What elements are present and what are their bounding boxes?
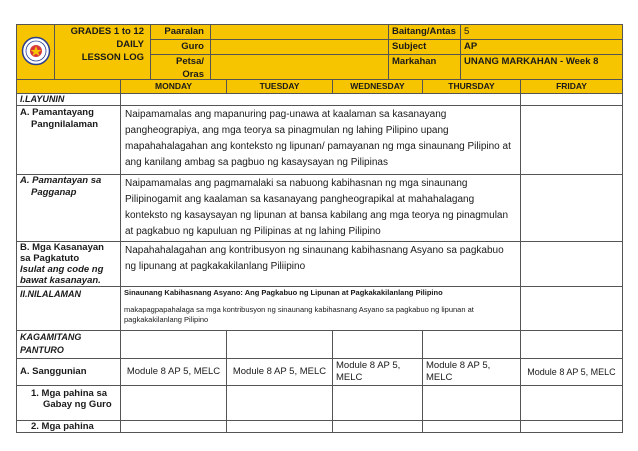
day-header-blank: [17, 80, 121, 94]
pahina-mon[interactable]: [121, 421, 227, 433]
sanggunian-wed[interactable]: Module 8 AP 5, MELC: [333, 359, 423, 386]
gabay-label: 1. Mga pahina sa Gabay ng Guro: [17, 386, 121, 421]
pamantayang-text[interactable]: Naipamamalas ang mapanuring pag-unawa at kaalaman sa kasanayang pangheograpiya, ang mga teorya sa pinagmulan ng lahing Pilipino upang mapahahalagahan ang konteksto ng lipunan/ pamayanan ng mga sinaunang Pilipino at ang kanilang ambag sa pagbuo ng kasaysayan ng Pilipinas: [121, 106, 521, 175]
pagganap-friday-cell[interactable]: [521, 175, 623, 242]
sanggunian-tue[interactable]: Module 8 AP 5, MELC: [227, 359, 333, 386]
day-thursday: THURSDAY: [423, 80, 521, 94]
grade-line-3: LESSON LOG: [81, 52, 144, 63]
markahan-label: Markahan: [389, 55, 461, 82]
lesson-log-title: [55, 25, 151, 82]
nilalaman-title: Sinaunang Kabihasnang Asyano: Ang Pagkabuo ng Lipunan at Pagkakakilanlang Pilipino: [124, 288, 443, 297]
pamantayang-row: [17, 106, 623, 175]
deped-seal: [17, 25, 55, 82]
pahina-row: [17, 421, 623, 433]
kasanayan-text[interactable]: Napahahalagahan ang kontribusyon ng sinaunang kabihasnang Asyano sa pagkabuo ng lipunang at pagkakakilanlang Piliipino: [121, 242, 521, 287]
grade-line-2: DAILY: [116, 39, 144, 50]
lesson-log-table: [16, 79, 623, 433]
markahan-value[interactable]: UNANG MARKAHAN - Week 8: [461, 55, 623, 82]
sanggunian-label: A. Sanggunian: [17, 359, 121, 386]
day-monday: MONDAY: [121, 80, 227, 94]
deped-seal-icon: [21, 36, 51, 66]
nilalaman-row: [17, 287, 623, 331]
sanggunian-row: [17, 359, 623, 386]
kasanayan-row: [17, 242, 623, 287]
sanggunian-thu[interactable]: Module 8 AP 5, MELC: [423, 359, 521, 386]
pahina-thu[interactable]: [423, 421, 521, 433]
guro-value[interactable]: [211, 40, 389, 55]
grade-line-1: GRADES 1 to 12: [70, 26, 144, 37]
nilalaman-cell[interactable]: [121, 287, 521, 331]
gabay-row: [17, 386, 623, 421]
pahina-label: 2. Mga pahina: [17, 421, 121, 433]
day-header-row: [17, 80, 623, 94]
paaralan-value[interactable]: [211, 25, 389, 40]
baitang-label: Baitang/Antas: [389, 25, 461, 40]
nilalaman-text: makapagpapahalaga sa mga kontribusyon ng sinaunang kabihasnang Asyano sa pagkabuo ng lipunan at pagkakakilanlang Pilipino: [124, 305, 474, 324]
pamantayang-friday-cell[interactable]: [521, 106, 623, 175]
pahina-wed[interactable]: [333, 421, 423, 433]
kasanayan-label-note: Isulat ang code ng bawat kasanayan.: [20, 264, 104, 286]
layunin-friday-cell[interactable]: [521, 94, 623, 106]
day-tuesday: TUESDAY: [227, 80, 333, 94]
day-wednesday: WEDNESDAY: [333, 80, 423, 94]
gabay-fri[interactable]: [521, 386, 623, 421]
layunin-row: [17, 94, 623, 106]
pagganap-label: A. Pamantayan sa Pagganap: [17, 175, 121, 242]
subject-value[interactable]: AP: [461, 40, 623, 55]
sanggunian-fri[interactable]: Module 8 AP 5, MELC: [521, 359, 623, 386]
kagamitang-mon[interactable]: [121, 331, 227, 359]
kagamitang-wed[interactable]: [333, 331, 423, 359]
nilalaman-label: II.NILALAMAN: [17, 287, 121, 331]
baitang-value[interactable]: 5: [461, 25, 623, 40]
subject-label: Subject: [389, 40, 461, 55]
kagamitang-label: KAGAMITANG PANTURO: [17, 331, 121, 359]
layunin-cell[interactable]: [121, 94, 521, 106]
kagamitang-fri[interactable]: [521, 331, 623, 359]
paaralan-label: Paaralan: [151, 25, 211, 40]
kagamitang-thu[interactable]: [423, 331, 521, 359]
pagganap-text[interactable]: Naipamamalas ang pagmamalaki sa nabuong kabihasnan ng mga sinaunang Pilipinogamit ang kaalaman sa kasanayang pangheograpikal at mahahalagang konteksto ng kasaysayan ng lipunan at bansa kabilang ang mga teorya ng pinagmulan at pagkabuo ng kapuluan ng Pilipinas at ng lahing Pilipino: [121, 175, 521, 242]
guro-label: Guro: [151, 40, 211, 55]
gabay-thu[interactable]: [423, 386, 521, 421]
gabay-tue[interactable]: [227, 386, 333, 421]
gabay-wed[interactable]: [333, 386, 423, 421]
sanggunian-mon[interactable]: Module 8 AP 5, MELC: [121, 359, 227, 386]
kasanayan-label: [17, 242, 121, 287]
pagganap-row: [17, 175, 623, 242]
pahina-fri[interactable]: [521, 421, 623, 433]
kagamitang-tue[interactable]: [227, 331, 333, 359]
layunin-label: I.LAYUNIN: [17, 94, 121, 106]
petsa-label: Petsa/ Oras: [151, 55, 211, 82]
nilalaman-friday-cell[interactable]: [521, 287, 623, 331]
petsa-value[interactable]: [211, 55, 389, 82]
kasanayan-friday-cell[interactable]: [521, 242, 623, 287]
pamantayang-label: A. Pamantayang Pangnilalaman: [17, 106, 121, 175]
pahina-tue[interactable]: [227, 421, 333, 433]
gabay-mon[interactable]: [121, 386, 227, 421]
header-table: [16, 24, 623, 82]
kasanayan-label-main: B. Mga Kasanayan sa Pagkatuto: [20, 242, 104, 264]
day-friday: FRIDAY: [521, 80, 623, 94]
kagamitang-row: [17, 331, 623, 359]
